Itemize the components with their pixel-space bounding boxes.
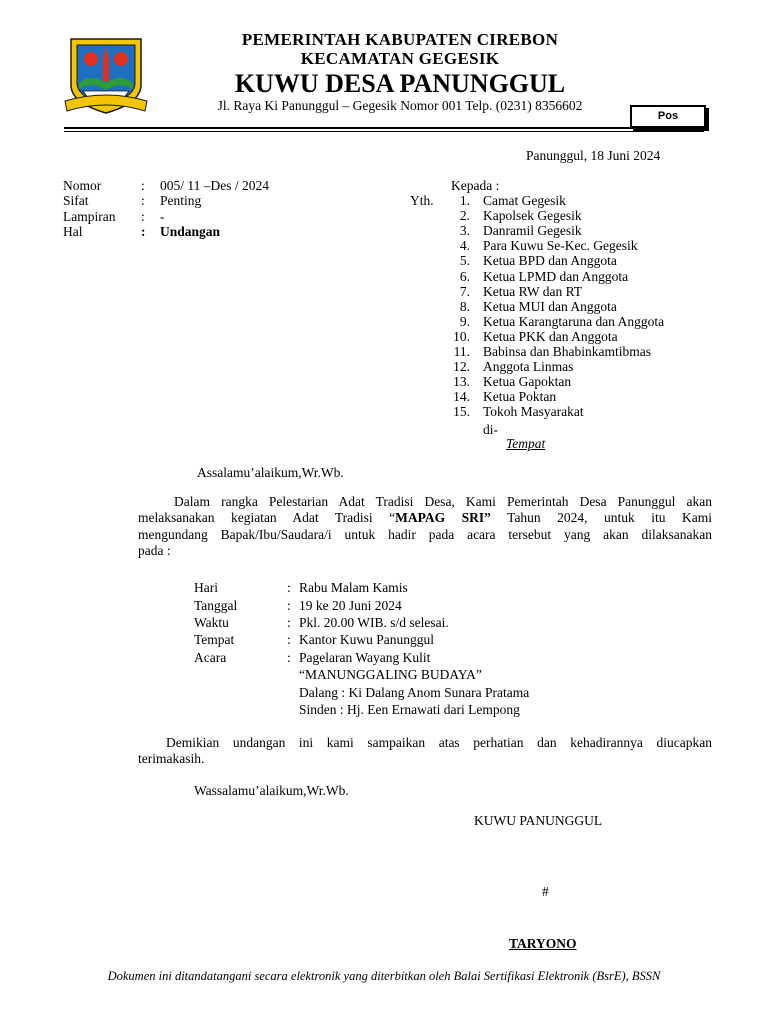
meta-value-nomor: 005/ 11 –Des / 2024 xyxy=(160,178,269,193)
acara-dalang: Dalang : Ki Dalang Anom Sunara Pratama xyxy=(299,685,530,700)
detail-value-acara: Pagelaran Wayang Kulit xyxy=(299,650,431,665)
recipient-number: 9. xyxy=(459,313,470,329)
header-rule-thin xyxy=(64,131,704,132)
detail-value-hari: Rabu Malam Kamis xyxy=(299,580,408,595)
paragraph-line: Demikian undangan ini kami sampaikan atas perhatian dan kehadirannya diucapkan xyxy=(166,735,712,750)
paragraph-line: pada : xyxy=(138,542,171,558)
paragraph-text: melaksanakan kegiatan Adat Tradisi “ xyxy=(138,510,396,526)
detail-colon: : xyxy=(287,632,291,647)
regency-crest-icon xyxy=(63,33,149,123)
header-district: KECAMATAN GEGESIK xyxy=(300,49,500,68)
meta-label-sifat: Sifat xyxy=(63,193,89,208)
recipient-name: Ketua Gapoktan xyxy=(483,374,572,390)
meta-colon: : xyxy=(141,193,145,208)
recipient-tempat: Tempat xyxy=(506,436,546,451)
header-rule-thick xyxy=(64,127,704,129)
recipient-name: Tokoh Masyarakat xyxy=(483,404,584,420)
opening-greeting: Assalamu’alaikum,Wr.Wb. xyxy=(197,465,344,480)
recipient-name: Ketua RW dan RT xyxy=(483,283,583,299)
recipient-number: 1. xyxy=(459,193,470,208)
recipient-name: Para Kuwu Se-Kec. Gegesik xyxy=(483,238,638,254)
e-signature-footer: Dokumen ini ditandatangani secara elektronik yang diterbitkan oleh Balai Sertifikasi Elektronik (BsrE), BSSN xyxy=(107,969,661,983)
recipient-number: 3. xyxy=(459,223,470,239)
recipient-name: Ketua Karangtaruna dan Anggota xyxy=(483,313,665,329)
meta-value-sifat: Penting xyxy=(160,193,202,208)
signatory-name: TARYONO xyxy=(509,936,577,951)
detail-value-tanggal: 19 ke 20 Juni 2024 xyxy=(299,598,402,613)
closing-paragraph xyxy=(138,735,712,768)
recipient-number: 6. xyxy=(459,268,470,284)
header-address: Jl. Raya Ki Panunggul – Gegesik Nomor 001 Telp. (0231) 8356602 xyxy=(217,98,583,113)
recipient-number: 4. xyxy=(459,238,470,254)
recipient-number: 15. xyxy=(453,404,470,420)
recipient-number: 14. xyxy=(453,389,470,405)
detail-colon: : xyxy=(287,580,291,595)
recipient-name: Ketua Poktan xyxy=(483,389,557,405)
meta-colon: : xyxy=(141,178,145,193)
paragraph-line: Dalam rangka Pelestarian Adat Tradisi Desa, Kami Pemerintah Desa Panunggul akan xyxy=(174,494,712,509)
letter-date: Panunggul, 18 Juni 2024 xyxy=(526,148,661,163)
recipient-number: 5. xyxy=(459,253,470,269)
recipient-yth: Yth. xyxy=(410,193,434,208)
recipient-number: 13. xyxy=(453,374,470,390)
detail-colon: : xyxy=(287,598,291,613)
meta-colon: : xyxy=(141,209,145,224)
recipient-name: Ketua PKK dan Anggota xyxy=(483,328,618,344)
acara-title: “MANUNGGALING BUDAYA” xyxy=(299,667,482,682)
detail-colon: : xyxy=(287,650,291,665)
meta-value-hal: Undangan xyxy=(160,224,221,239)
paragraph-line xyxy=(138,510,712,526)
recipient-name: Camat Gegesik xyxy=(483,193,566,208)
detail-colon: : xyxy=(287,615,291,630)
recipient-number: 12. xyxy=(453,359,470,375)
recipient-number: 8. xyxy=(459,298,470,314)
recipient-heading: Kepada : xyxy=(451,178,500,193)
recipient-name: Ketua LPMD dan Anggota xyxy=(483,268,629,284)
closing-greeting: Wassalamu’alaikum,Wr.Wb. xyxy=(194,783,349,798)
recipient-number: 2. xyxy=(459,208,470,224)
recipient-name: Danramil Gegesik xyxy=(483,223,582,239)
paragraph-line: terimakasih. xyxy=(138,751,205,767)
detail-value-waktu: Pkl. 20.00 WIB. s/d selesai. xyxy=(299,615,449,630)
recipient-name: Ketua MUI dan Anggota xyxy=(483,298,617,314)
event-name: MAPAG SRI” xyxy=(395,510,491,526)
recipient-number: 10. xyxy=(453,328,470,344)
header-government: PEMERINTAH KABUPATEN CIREBON xyxy=(241,30,559,49)
recipient-name: Anggota Linmas xyxy=(483,359,574,375)
detail-label-acara: Acara xyxy=(194,650,227,665)
recipient-name: Kapolsek Gegesik xyxy=(483,208,582,224)
detail-value-tempat: Kantor Kuwu Panunggul xyxy=(299,632,434,647)
recipient-name: Babinsa dan Bhabinkamtibmas xyxy=(483,344,651,359)
signature-title: KUWU PANUNGGUL xyxy=(474,813,603,828)
meta-label-lampiran: Lampiran xyxy=(63,209,116,224)
recipient-number: 11. xyxy=(453,344,470,359)
recipient-di: di- xyxy=(483,422,498,437)
invitation-paragraph xyxy=(138,494,712,559)
paragraph-line: mengundang Bapak/Ibu/Saudara/i untuk hadir pada acara tersebut yang akan dilaksanakan xyxy=(138,526,712,542)
meta-label-hal: Hal xyxy=(63,224,83,239)
detail-label-hari: Hari xyxy=(194,580,218,595)
detail-label-tempat: Tempat xyxy=(194,632,235,647)
meta-value-lampiran: - xyxy=(160,209,165,224)
recipient-name: Ketua BPD dan Anggota xyxy=(483,253,617,269)
meta-colon: : xyxy=(141,224,146,239)
acara-sinden: Sinden : Hj. Een Ernawati dari Lempong xyxy=(299,702,520,717)
pos-box: Pos xyxy=(630,105,706,128)
signature-mark: # xyxy=(542,884,549,899)
meta-label-nomor: Nomor xyxy=(63,178,102,193)
detail-label-waktu: Waktu xyxy=(194,615,229,630)
recipient-number: 7. xyxy=(459,283,470,299)
header-village: KUWU DESA PANUNGGUL xyxy=(234,69,566,98)
detail-label-tanggal: Tanggal xyxy=(194,598,238,613)
paragraph-text: Tahun 2024, untuk itu Kami xyxy=(490,510,712,526)
